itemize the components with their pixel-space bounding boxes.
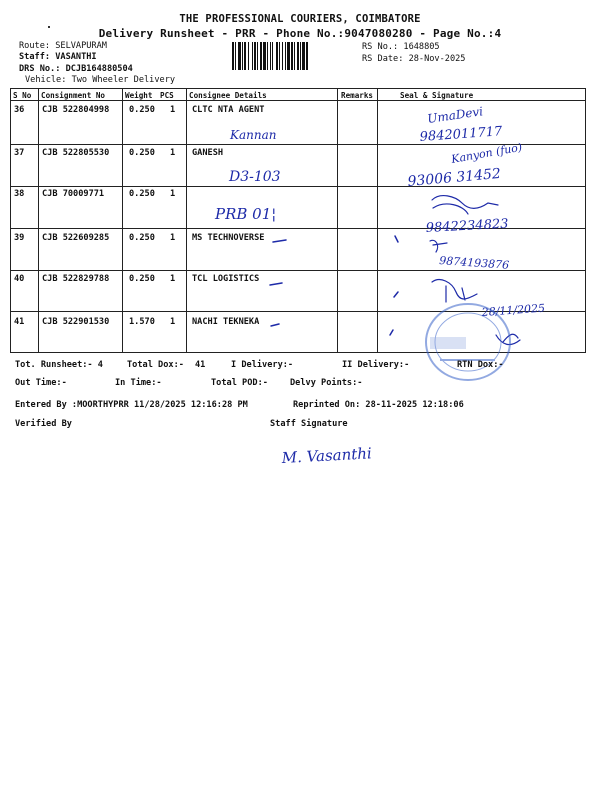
col-header-remarks: Remarks [341,91,374,100]
staff-signature-handwritten: M. Vasanthi [281,444,373,467]
col-header-signature: Seal & Signature [400,91,474,100]
total-pod: Total POD:- [211,378,268,388]
row-consignee: GANESH [192,148,224,158]
signature-scribble [432,280,477,302]
ink-tick [390,330,393,335]
handwritten-phone: 9874193876 [438,254,510,272]
ii-delivery: II Delivery:- [342,360,410,370]
row-consignment-no: CJB 522901530 [42,317,110,327]
out-time: Out Time:- [15,378,67,388]
row-pcs: 1 [170,233,176,243]
drs-number: DRS No.: DCJB164880504 [19,64,133,74]
col-header-consignment: Consignment No [41,91,106,100]
handwritten-consignee-note: PRB 01¦ [215,205,277,223]
row-weight: 0.250 [129,233,155,243]
total-runsheet: Tot. Runsheet:- 4 [15,360,103,370]
row-sno: 40 [14,274,25,284]
ink-tick [273,240,286,242]
i-delivery: I Delivery:- [231,360,294,370]
rs-date: RS Date: 28-Nov-2025 [362,54,466,64]
total-dox-label: Total Dox:- [127,360,184,370]
handwritten-consignee-note: Kannan [230,128,277,142]
row-sno: 37 [14,148,25,158]
print-speck [48,26,50,28]
row-sno: 38 [14,189,25,199]
route-text: Route: SELVAPURAM [19,41,107,51]
reprinted-on: Reprinted On: 28-11-2025 12:18:06 [293,400,464,410]
col-header-weight: Weight [125,91,153,100]
col-header-sno: S No [13,91,32,100]
row-pcs: 1 [170,189,176,199]
row-weight: 0.250 [129,148,155,158]
ink-tick [394,292,398,297]
row-pcs: 1 [170,105,176,115]
handwritten-consignee-note: D3-103 [229,169,281,185]
row-pcs: 1 [170,274,176,284]
row-consignment-no: CJB 70009771 [42,189,105,199]
row-weight: 0.250 [129,274,155,284]
row-consignee: NACHI TEKNEKA [192,317,260,327]
signature-scribble [433,204,468,214]
handwritten-signature: UmaDevi [426,104,484,126]
ink-tick [271,324,279,326]
row-consignee: CLTC NTA AGENT [192,105,265,115]
row-pcs: 1 [170,148,176,158]
handwritten-signature: Kanyon (fuo) [450,140,524,166]
row-pcs: 1 [170,317,176,327]
rtn-dox: RTN Dox:- [457,360,504,370]
handwritten-phone: 9842011717 [419,124,503,145]
row-sno: 36 [14,105,25,115]
verified-by-label: Verified By [15,419,72,429]
row-weight: 0.250 [129,105,155,115]
ink-tick [270,283,282,285]
vehicle-text: Vehicle: Two Wheeler Delivery [25,75,176,85]
handwritten-date: 28/11/2025 [481,301,546,319]
row-sno: 41 [14,317,25,327]
in-time: In Time:- [115,378,162,388]
signature-scribble [430,240,447,252]
row-consignee: MS TECHNOVERSE [192,233,265,243]
row-weight: 1.570 [129,317,155,327]
handwritten-phone: 9842234823 [425,216,509,236]
signature-scribble [432,196,498,209]
row-consignment-no: CJB 522804998 [42,105,110,115]
row-weight: 0.250 [129,189,155,199]
row-consignment-no: CJB 522805530 [42,148,110,158]
delivery-points: Delvy Points:- [290,378,363,388]
col-header-consignee: Consignee Details [189,91,267,100]
ink-tick [395,236,398,242]
handwritten-phone: 93006 31452 [406,165,502,190]
row-consignment-no: CJB 522609285 [42,233,110,243]
row-consignee: TCL LOGISTICS [192,274,260,284]
staff-text: Staff: VASANTHI [19,52,97,62]
runsheet-subtitle: Delivery Runsheet - PRR - Phone No.:9047080280 - Page No.:4 [98,27,502,40]
row-sno: 39 [14,233,25,243]
signature-scribble [496,334,520,344]
row-consignment-no: CJB 522829788 [42,274,110,284]
entered-by: Entered By :MOORTHYPRR 11/28/2025 12:16:28 PM [15,400,248,410]
col-header-pcs: PCS [160,91,174,100]
staff-signature-label: Staff Signature [270,419,348,429]
rs-number: RS No.: 1648805 [362,42,440,52]
company-title: THE PROFESSIONAL COURIERS, COIMBATORE [179,13,421,25]
total-dox-value: 41 [195,360,206,370]
